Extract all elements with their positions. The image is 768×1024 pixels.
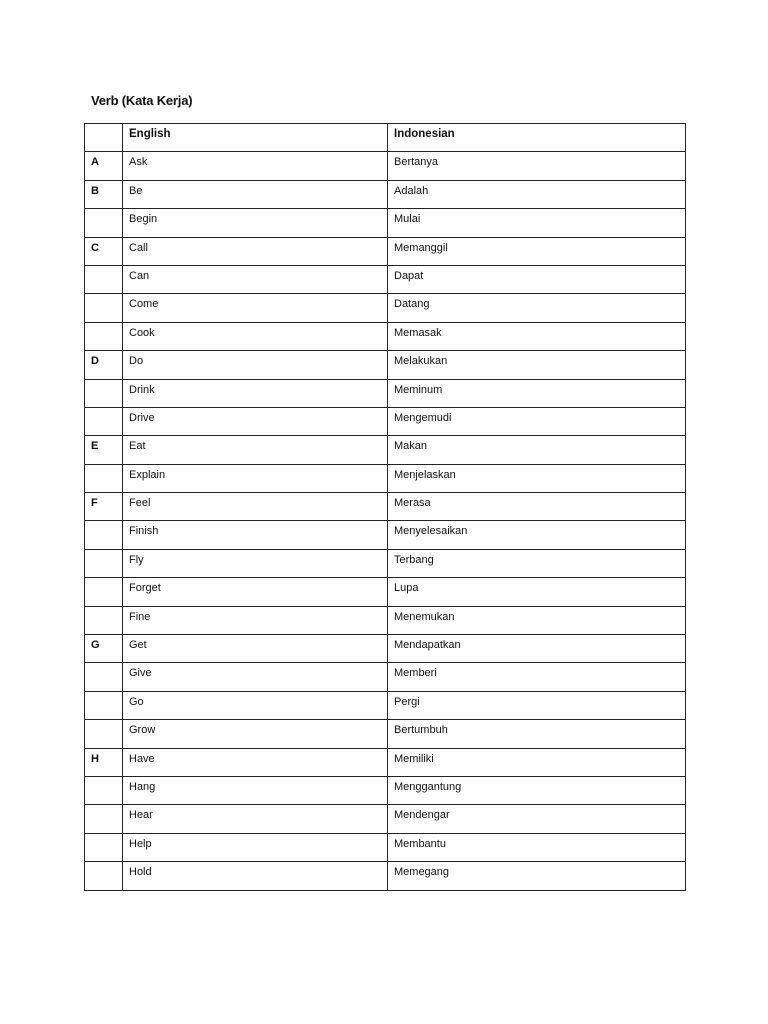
row-english: Get [123, 635, 388, 663]
row-indonesian: Memiliki [388, 748, 686, 776]
row-english: Begin [123, 209, 388, 237]
row-indonesian: Bertumbuh [388, 720, 686, 748]
row-letter [85, 833, 123, 861]
table-row [85, 407, 686, 435]
table-row [85, 691, 686, 719]
row-english: Drive [123, 407, 388, 435]
row-english: Call [123, 237, 388, 265]
row-english: Can [123, 265, 388, 293]
table-row [85, 720, 686, 748]
row-letter [85, 407, 123, 435]
row-english: Hang [123, 776, 388, 804]
row-english: Finish [123, 521, 388, 549]
row-english: Grow [123, 720, 388, 748]
header-letter [85, 124, 123, 152]
table-row [85, 493, 686, 521]
table-row [85, 635, 686, 663]
header-indonesian: Indonesian [388, 124, 686, 152]
table-row [85, 265, 686, 293]
table-row [85, 180, 686, 208]
row-indonesian: Memasak [388, 322, 686, 350]
row-english: Go [123, 691, 388, 719]
verb-table [84, 123, 686, 891]
row-indonesian: Meminum [388, 379, 686, 407]
row-english: Eat [123, 436, 388, 464]
row-letter [85, 805, 123, 833]
row-english: Come [123, 294, 388, 322]
table-row [85, 833, 686, 861]
row-indonesian: Membantu [388, 833, 686, 861]
row-english: Hold [123, 862, 388, 890]
row-indonesian: Lupa [388, 578, 686, 606]
table-body [85, 152, 686, 890]
table-row [85, 322, 686, 350]
row-indonesian: Memanggil [388, 237, 686, 265]
row-indonesian: Memegang [388, 862, 686, 890]
row-indonesian: Memberi [388, 663, 686, 691]
row-indonesian: Menemukan [388, 606, 686, 634]
row-letter [85, 549, 123, 577]
row-indonesian: Mengemudi [388, 407, 686, 435]
row-indonesian: Menggantung [388, 776, 686, 804]
row-letter [85, 209, 123, 237]
row-letter: C [85, 237, 123, 265]
row-english: Do [123, 351, 388, 379]
table-row [85, 436, 686, 464]
row-indonesian: Mendapatkan [388, 635, 686, 663]
row-english: Fine [123, 606, 388, 634]
table-row [85, 549, 686, 577]
row-letter [85, 606, 123, 634]
row-indonesian: Melakukan [388, 351, 686, 379]
header-english: English [123, 124, 388, 152]
row-indonesian: Bertanya [388, 152, 686, 180]
row-indonesian: Menjelaskan [388, 464, 686, 492]
table-row [85, 351, 686, 379]
row-indonesian: Datang [388, 294, 686, 322]
row-letter [85, 720, 123, 748]
row-letter [85, 691, 123, 719]
row-indonesian: Mendengar [388, 805, 686, 833]
row-english: Be [123, 180, 388, 208]
row-letter [85, 578, 123, 606]
row-letter: F [85, 493, 123, 521]
row-letter [85, 862, 123, 890]
table-row [85, 209, 686, 237]
row-letter: E [85, 436, 123, 464]
table-header-row [85, 124, 686, 152]
table-row [85, 578, 686, 606]
row-english: Cook [123, 322, 388, 350]
table-row [85, 805, 686, 833]
row-letter [85, 265, 123, 293]
table-row [85, 294, 686, 322]
row-english: Fly [123, 549, 388, 577]
row-english: Explain [123, 464, 388, 492]
row-letter [85, 322, 123, 350]
row-english: Feel [123, 493, 388, 521]
row-english: Drink [123, 379, 388, 407]
table-row [85, 748, 686, 776]
row-letter: A [85, 152, 123, 180]
row-indonesian: Mulai [388, 209, 686, 237]
row-letter [85, 464, 123, 492]
row-letter [85, 776, 123, 804]
row-english: Hear [123, 805, 388, 833]
table-row [85, 379, 686, 407]
row-letter [85, 521, 123, 549]
table-row [85, 606, 686, 634]
row-indonesian: Adalah [388, 180, 686, 208]
row-english: Help [123, 833, 388, 861]
row-letter [85, 663, 123, 691]
row-indonesian: Dapat [388, 265, 686, 293]
row-letter: H [85, 748, 123, 776]
row-english: Give [123, 663, 388, 691]
table-row [85, 663, 686, 691]
row-indonesian: Makan [388, 436, 686, 464]
row-indonesian: Merasa [388, 493, 686, 521]
table-row [85, 776, 686, 804]
page-title: Verb (Kata Kerja) [91, 93, 193, 108]
row-letter [85, 379, 123, 407]
row-english: Have [123, 748, 388, 776]
row-indonesian: Pergi [388, 691, 686, 719]
table-row [85, 464, 686, 492]
row-letter: G [85, 635, 123, 663]
row-letter: B [85, 180, 123, 208]
table-row [85, 521, 686, 549]
table-row [85, 237, 686, 265]
row-indonesian: Menyelesaikan [388, 521, 686, 549]
row-english: Forget [123, 578, 388, 606]
row-indonesian: Terbang [388, 549, 686, 577]
row-english: Ask [123, 152, 388, 180]
row-letter [85, 294, 123, 322]
row-letter: D [85, 351, 123, 379]
table-row [85, 152, 686, 180]
table-row [85, 862, 686, 890]
